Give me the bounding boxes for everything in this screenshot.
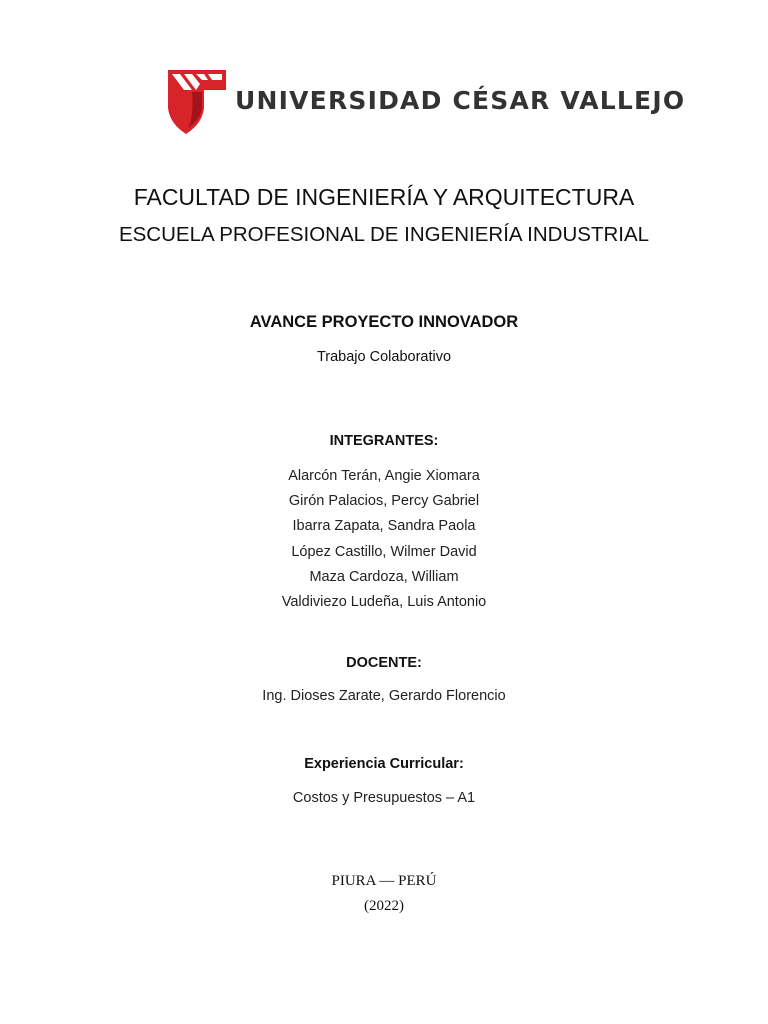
- course-name: Costos y Presupuestos – A1: [292, 790, 476, 806]
- member-name: Maza Cardoza, William: [309, 568, 459, 585]
- ucv-shield-logo-icon: [166, 68, 228, 138]
- member-name: Valdiviezo Ludeña, Luis Antonio: [281, 593, 487, 610]
- member-name: Ibarra Zapata, Sandra Paola: [292, 518, 476, 535]
- location: PIURA — PERÚ: [331, 873, 437, 889]
- member-name: López Castillo, Wilmer David: [291, 543, 477, 560]
- members-heading: INTEGRANTES:: [329, 433, 439, 449]
- university-logo: [166, 68, 686, 138]
- school-title: ESCUELA PROFESIONAL DE INGENIERÍA INDUSTRIAL: [118, 223, 650, 246]
- member-name: Alarcón Terán, Angie Xiomara: [288, 468, 480, 484]
- course-heading: Experiencia Curricular:: [304, 756, 464, 772]
- members-list: [0, 466, 768, 617]
- project-title: AVANCE PROYECTO INNOVADOR: [249, 313, 519, 331]
- teacher-heading: DOCENTE:: [346, 655, 422, 671]
- member-name: Girón Palacios, Percy Gabriel: [288, 493, 480, 510]
- university-name: UNIVERSIDAD CÉSAR VALLEJO: [235, 86, 686, 115]
- year: (2022): [364, 898, 404, 914]
- faculty-title: FACULTAD DE INGENIERÍA Y ARQUITECTURA: [133, 184, 635, 210]
- teacher-name: Ing. Dioses Zarate, Gerardo Florencio: [262, 688, 506, 704]
- project-subtitle: Trabajo Colaborativo: [316, 349, 452, 365]
